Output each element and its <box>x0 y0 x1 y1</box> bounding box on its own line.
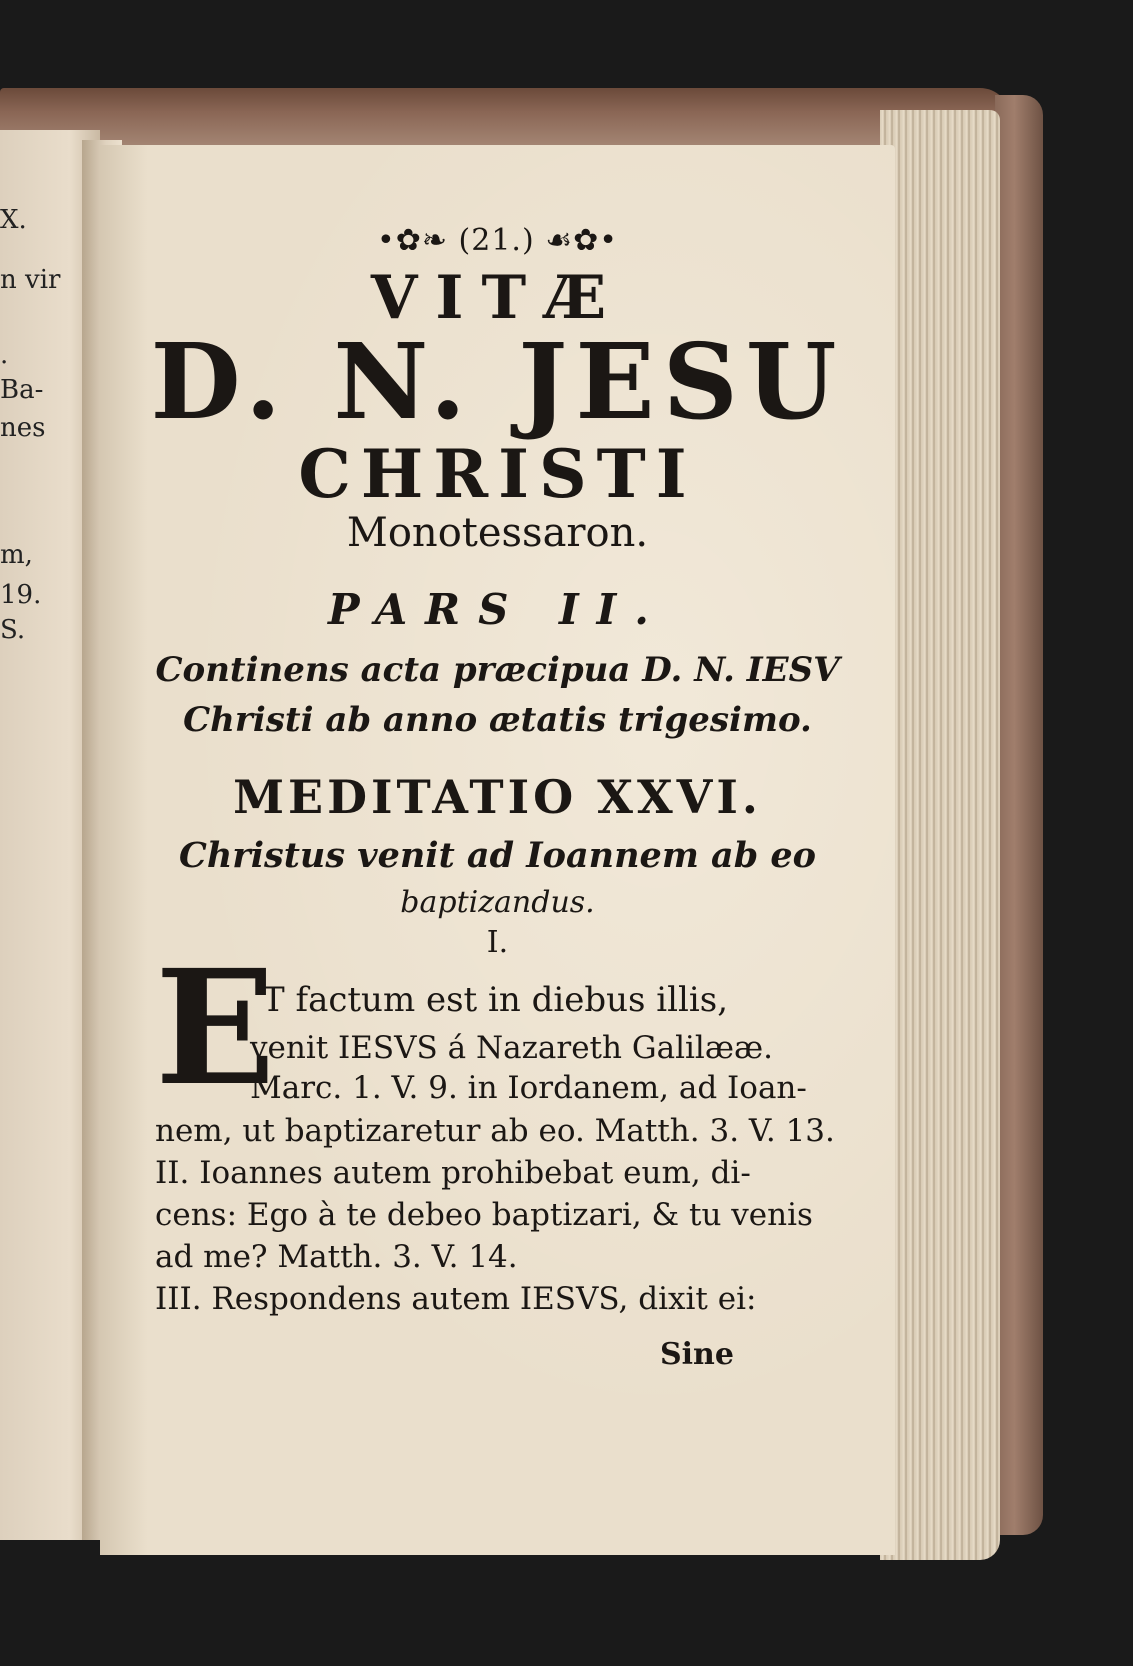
left-fragment: S. <box>0 615 26 645</box>
meditatio-heading: MEDITATIO XXVI. <box>233 770 762 824</box>
left-fragment: X. <box>0 205 27 235</box>
body-line: Marc. 1. V. 9. in Iordanem, ad Ioan- <box>250 1070 807 1106</box>
body-line: venit IESVS á Nazareth Galilææ. <box>250 1030 773 1066</box>
book-cover-edge <box>995 95 1043 1535</box>
catchword: Sine <box>660 1337 734 1372</box>
body-line: II. Ioannes autem prohibebat eum, di- <box>155 1155 751 1191</box>
right-page <box>100 145 895 1555</box>
left-fragment: . <box>0 340 9 370</box>
ornament-right-icon: ☙✿• <box>545 223 618 258</box>
title-monotessaron: Monotessaron. <box>346 510 649 556</box>
left-fragment: 19. <box>0 580 42 610</box>
title-vitae: VITÆ <box>370 263 625 333</box>
page-edges <box>880 110 1000 1560</box>
title-jesu: D. N. JESU <box>150 320 845 443</box>
body-line: ad me? Matth. 3. V. 14. <box>155 1239 518 1275</box>
page-header <box>100 223 895 258</box>
page-number: (21.) <box>458 223 535 258</box>
section-number: I. <box>486 925 509 960</box>
christus-line-1: Christus venit ad Ioannem ab eo <box>178 835 816 876</box>
left-fragment: nes <box>0 413 46 443</box>
body-line: nem, ut baptizaretur ab eo. Matth. 3. V. 13. <box>155 1113 835 1149</box>
body-line: cens: Ego à te debeo baptizari, & tu venis <box>155 1197 813 1233</box>
left-fragment: n vir <box>0 265 61 295</box>
body-line: T factum est in diebus illis, <box>262 980 729 1020</box>
drop-cap: E <box>155 936 276 1121</box>
body-line: III. Respondens autem IESVS, dixit ei: <box>155 1281 757 1317</box>
ornament-left-icon: •✿❧ <box>377 223 448 258</box>
book-cover-top <box>0 88 1010 148</box>
title-christi: CHRISTI <box>298 435 697 513</box>
christus-line-2: baptizandus. <box>400 885 595 920</box>
continens-line-1: Continens acta præcipua D. N. IESV <box>155 650 840 690</box>
continens-line-2: Christi ab anno ætatis trigesimo. <box>183 700 812 740</box>
left-fragment: m, <box>0 540 33 570</box>
part-heading: PARS II. <box>328 585 667 634</box>
left-fragment: Ba- <box>0 375 44 405</box>
